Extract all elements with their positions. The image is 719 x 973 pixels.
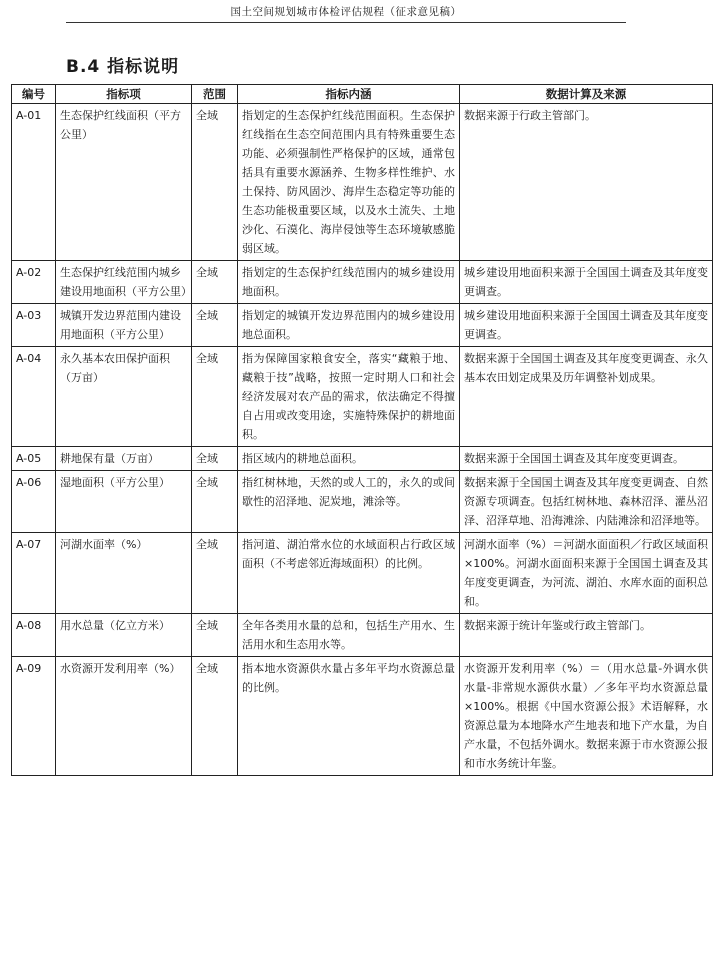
row-definition: 指为保障国家粮食安全，落实“藏粮于地、藏粮于技”战略，按照一定时期人口和社会经济发展对农产品的需求，依法确定不得擅自占用或改变用途，实施特殊保护的耕地面积。 bbox=[238, 347, 460, 447]
col-header-definition: 指标内涵 bbox=[238, 85, 460, 104]
table-row bbox=[12, 304, 713, 347]
row-indicator: 河湖水面率（%） bbox=[56, 533, 192, 614]
row-definition: 全年各类用水量的总和，包括生产用水、生活用水和生态用水等。 bbox=[238, 614, 460, 657]
row-source: 河湖水面率（%）＝河湖水面面积／行政区域面积×100%。河湖水面面积来源于全国国土调查及其年度变更调查，为河流、湖泊、水库水面的面积总和。 bbox=[460, 533, 713, 614]
col-header-code: 编号 bbox=[12, 85, 56, 104]
row-source: 数据来源于全国国土调查及其年度变更调查、自然资源专项调查。包括红树林地、森林沼泽、灌丛沼泽、沼泽草地、沿海滩涂、内陆滩涂和沼泽地等。 bbox=[460, 471, 713, 533]
table-row bbox=[12, 533, 713, 614]
row-source: 数据来源于全国国土调查及其年度变更调查。 bbox=[460, 447, 713, 471]
row-code: A-03 bbox=[12, 304, 56, 347]
row-source: 数据来源于统计年鉴或行政主管部门。 bbox=[460, 614, 713, 657]
row-scope: 全域 bbox=[192, 304, 238, 347]
row-indicator: 耕地保有量（万亩） bbox=[56, 447, 192, 471]
col-header-source: 数据计算及来源 bbox=[460, 85, 713, 104]
row-scope: 全域 bbox=[192, 471, 238, 533]
table-row bbox=[12, 347, 713, 447]
row-code: A-02 bbox=[12, 261, 56, 304]
table-row bbox=[12, 104, 713, 261]
row-code: A-04 bbox=[12, 347, 56, 447]
row-code: A-06 bbox=[12, 471, 56, 533]
row-definition: 指区域内的耕地总面积。 bbox=[238, 447, 460, 471]
row-scope: 全域 bbox=[192, 533, 238, 614]
row-definition: 指本地水资源供水量占多年平均水资源总量的比例。 bbox=[238, 657, 460, 776]
table-row bbox=[12, 471, 713, 533]
section-heading: B.4 指标说明 bbox=[66, 57, 180, 77]
row-scope: 全域 bbox=[192, 614, 238, 657]
row-indicator: 永久基本农田保护面积（万亩） bbox=[56, 347, 192, 447]
row-source: 数据来源于全国国土调查及其年度变更调查、永久基本农田划定成果及历年调整补划成果。 bbox=[460, 347, 713, 447]
row-scope: 全域 bbox=[192, 657, 238, 776]
row-source: 城乡建设用地面积来源于全国国土调查及其年度变更调查。 bbox=[460, 304, 713, 347]
row-indicator: 湿地面积（平方公里） bbox=[56, 471, 192, 533]
row-scope: 全域 bbox=[192, 261, 238, 304]
row-definition: 指划定的生态保护红线范围面积。生态保护红线指在生态空间范围内具有特殊重要生态功能、必须强制性严格保护的区域，通常包括具有重要水源涵养、生物多样性维护、水土保持、防风固沙、海岸生态稳定等功能的生态功能极重要区域，以及水土流失、土地沙化、石漠化、海岸侵蚀等生态环境敏感脆弱区域。 bbox=[238, 104, 460, 261]
indicator-table bbox=[11, 84, 713, 776]
row-definition: 指划定的生态保护红线范围内的城乡建设用地面积。 bbox=[238, 261, 460, 304]
row-code: A-01 bbox=[12, 104, 56, 261]
row-code: A-05 bbox=[12, 447, 56, 471]
table-row bbox=[12, 261, 713, 304]
row-definition: 指河道、湖泊常水位的水域面积占行政区域面积（不考虑邻近海域面积）的比例。 bbox=[238, 533, 460, 614]
row-indicator: 水资源开发利用率（%） bbox=[56, 657, 192, 776]
row-source: 城乡建设用地面积来源于全国国土调查及其年度变更调查。 bbox=[460, 261, 713, 304]
row-code: A-08 bbox=[12, 614, 56, 657]
row-code: A-07 bbox=[12, 533, 56, 614]
row-code: A-09 bbox=[12, 657, 56, 776]
table-header-row bbox=[12, 85, 713, 104]
running-header: 国土空间规划城市体检评估规程（征求意见稿） bbox=[66, 4, 626, 23]
table-row bbox=[12, 657, 713, 776]
row-indicator: 生态保护红线面积（平方公里） bbox=[56, 104, 192, 261]
table-row bbox=[12, 447, 713, 471]
table-row bbox=[12, 614, 713, 657]
row-source: 数据来源于行政主管部门。 bbox=[460, 104, 713, 261]
row-source: 水资源开发利用率（%）＝（用水总量-外调水供水量-非常规水源供水量）／多年平均水资源总量×100%。根据《中国水资源公报》术语解释，水资源总量为本地降水产生地表和地下产水量，为自产水量，不包括外调水。数据来源于市水资源公报和市水务统计年鉴。 bbox=[460, 657, 713, 776]
row-definition: 指红树林地，天然的或人工的，永久的或间歇性的沼泽地、泥炭地，滩涂等。 bbox=[238, 471, 460, 533]
row-definition: 指划定的城镇开发边界范围内的城乡建设用地总面积。 bbox=[238, 304, 460, 347]
row-indicator: 用水总量（亿立方米） bbox=[56, 614, 192, 657]
row-indicator: 城镇开发边界范围内建设用地面积（平方公里） bbox=[56, 304, 192, 347]
col-header-indicator: 指标项 bbox=[56, 85, 192, 104]
row-scope: 全域 bbox=[192, 104, 238, 261]
row-scope: 全域 bbox=[192, 347, 238, 447]
row-scope: 全域 bbox=[192, 447, 238, 471]
row-indicator: 生态保护红线范围内城乡建设用地面积（平方公里） bbox=[56, 261, 192, 304]
col-header-scope: 范围 bbox=[192, 85, 238, 104]
